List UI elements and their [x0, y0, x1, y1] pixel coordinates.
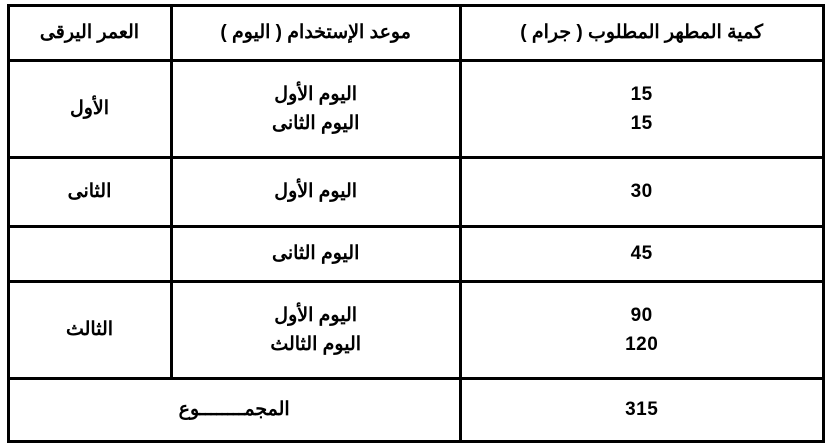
table-row [8, 61, 823, 158]
cell-amount [460, 227, 823, 282]
cell-age: الأول [8, 61, 171, 158]
day-line: اليوم الأول [274, 304, 358, 326]
column-header-age: العمر اليرقى [8, 6, 171, 61]
cell-total-label: المجمــــــــوع [8, 379, 460, 442]
day-line: اليوم الثانى [271, 113, 360, 134]
day-line: اليوم الأول [274, 181, 358, 203]
cell-day [171, 158, 460, 227]
cell-amount [460, 282, 823, 379]
day-line: اليوم الثالث [270, 334, 362, 355]
cell-amount [460, 158, 823, 227]
amount-line: 15 [630, 83, 653, 105]
cell-day [171, 61, 460, 158]
cell-total-value: 315 [460, 379, 823, 442]
table-row [8, 158, 823, 227]
amount-line: 120 [625, 334, 659, 355]
cell-age: الثانى [8, 158, 171, 227]
table-body [8, 61, 823, 442]
day-line: اليوم الثانى [271, 243, 360, 265]
table-row [8, 282, 823, 379]
table-header [8, 6, 823, 61]
day-line: اليوم الأول [274, 83, 358, 105]
column-header-day: موعد الإستخدام ( اليوم ) [171, 6, 460, 61]
column-header-amount: كمية المطهر المطلوب ( جرام ) [460, 6, 823, 61]
amount-line: 15 [630, 113, 653, 134]
amount-line: 90 [630, 304, 653, 326]
cell-age [8, 227, 171, 282]
cell-day [171, 227, 460, 282]
cell-amount [460, 61, 823, 158]
amount-line: 30 [630, 181, 653, 203]
table-header-row [8, 6, 823, 61]
cell-day [171, 282, 460, 379]
amount-line: 45 [630, 243, 653, 265]
table-total-row [8, 379, 823, 442]
cell-age: الثالث [8, 282, 171, 379]
dosage-table [7, 4, 825, 443]
table-row [8, 227, 823, 282]
